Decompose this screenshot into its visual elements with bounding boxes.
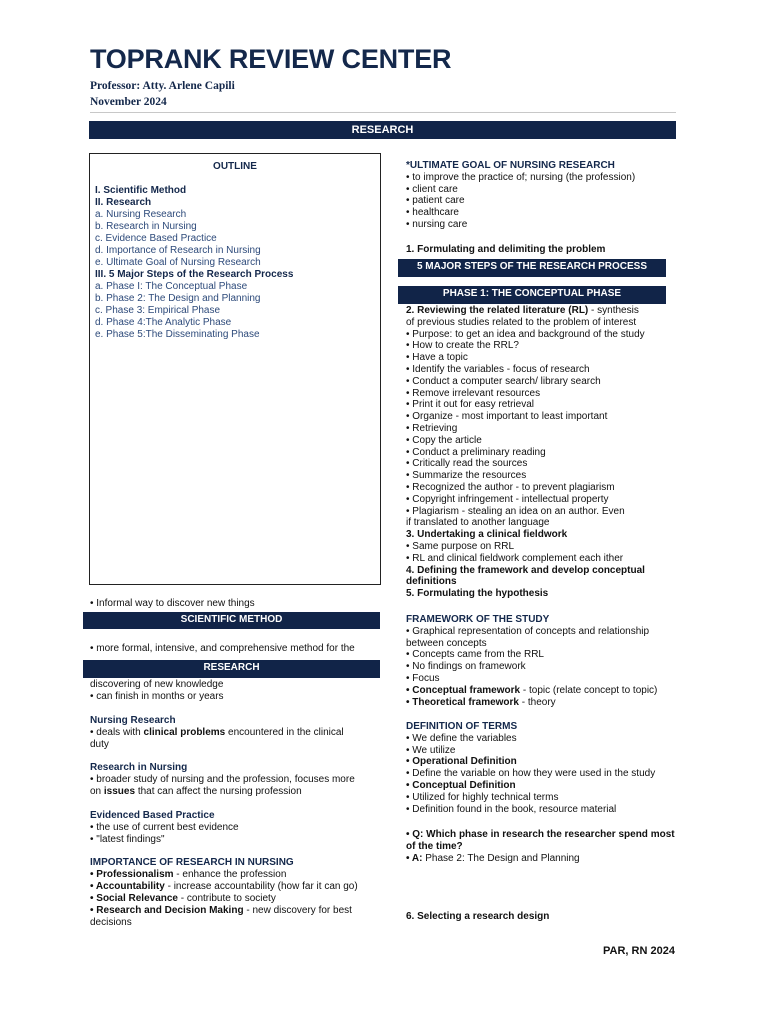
text: • the use of current best evidence bbox=[90, 822, 239, 833]
answer-label: • A: bbox=[406, 852, 423, 864]
text: - theory bbox=[518, 696, 556, 708]
emphasis: clinical problems bbox=[143, 727, 226, 738]
outline-item: c. Evidence Based Practice bbox=[95, 233, 217, 244]
outline-item: b. Research in Nursing bbox=[95, 221, 197, 232]
emphasis: • Theoretical framework bbox=[406, 696, 519, 708]
framework-section bbox=[406, 614, 682, 708]
research-description bbox=[90, 679, 370, 703]
text: - new discovery for best bbox=[243, 905, 352, 916]
outline-title: OUTLINE bbox=[213, 161, 257, 172]
text: duty bbox=[90, 739, 109, 750]
importance-heading: IMPORTANCE OF RESEARCH IN NURSING bbox=[90, 857, 294, 868]
answer: Phase 2: The Design and Planning bbox=[422, 852, 580, 864]
outline-item: b. Phase 2: The Design and Planning bbox=[95, 293, 261, 304]
professor-name: Professor: Atty. Arlene Capili bbox=[90, 80, 235, 92]
list-item: • Plagiarism - stealing an idea on an author. Even bbox=[406, 505, 625, 517]
emphasis: • Research and Decision Making bbox=[90, 905, 244, 916]
outline-item: e. Ultimate Goal of Nursing Research bbox=[95, 257, 261, 268]
text: • Concepts came from the RRL bbox=[406, 649, 544, 661]
outline-box bbox=[89, 153, 381, 585]
informal-line: • Informal way to discover new things bbox=[90, 598, 255, 609]
step-5-heading: 5. Formulating the hypothesis bbox=[406, 588, 549, 600]
text: • patient care bbox=[406, 195, 465, 207]
outline-item: III. 5 Major Steps of the Research Process bbox=[95, 269, 294, 280]
formal-line: • more formal, intensive, and comprehensive method for the bbox=[90, 643, 355, 654]
emphasis: issues bbox=[103, 786, 136, 797]
list-item: of previous studies related to the problem of interest bbox=[406, 316, 637, 328]
list-item: • Have a topic bbox=[406, 352, 468, 364]
text: - enhance the profession bbox=[173, 869, 287, 880]
step-4-heading: 4. Defining the framework and develop conceptual bbox=[406, 564, 645, 576]
framework-heading: FRAMEWORK OF THE STUDY bbox=[406, 614, 550, 625]
text: • "latest findings" bbox=[90, 834, 165, 845]
nursing-research-section bbox=[90, 715, 370, 751]
text: • Same purpose on RRL bbox=[406, 540, 515, 552]
ebp-heading: Evidenced Based Practice bbox=[90, 810, 215, 821]
outline-item: a. Phase I: The Conceptual Phase bbox=[95, 281, 248, 292]
text: • client care bbox=[406, 183, 458, 195]
text: • No findings on framework bbox=[406, 661, 526, 673]
list-item: • Purpose: to get an idea and background of the study bbox=[406, 328, 645, 340]
text: on bbox=[90, 786, 104, 797]
text: - topic (relate concept to topic) bbox=[520, 684, 658, 696]
list-item: if translated to another language bbox=[406, 517, 550, 529]
importance-section bbox=[90, 857, 370, 929]
outline-item: e. Phase 5:The Disseminating Phase bbox=[95, 329, 260, 340]
step-3-heading: 3. Undertaking a clinical fieldwork bbox=[406, 529, 568, 541]
text: - increase accountability (how far it can go) bbox=[164, 881, 358, 892]
text: • We define the variables bbox=[406, 732, 517, 744]
list-item: • Remove irrelevant resources bbox=[406, 387, 541, 399]
list-item: • How to create the RRL? bbox=[406, 340, 519, 352]
list-item: • Organize - most important to least important bbox=[406, 411, 608, 423]
footer: PAR, RN 2024 bbox=[603, 945, 675, 957]
step-6: 6. Selecting a research design bbox=[406, 911, 550, 922]
text: • Graphical representation of concepts and relationship bbox=[406, 625, 650, 637]
emphasis: • Social Relevance bbox=[90, 893, 178, 904]
list-item: • Conduct a preliminary reading bbox=[406, 446, 546, 458]
text: • deals with bbox=[90, 727, 144, 738]
phase-1-banner: PHASE 1: THE CONCEPTUAL PHASE bbox=[398, 286, 666, 304]
text: • Utilized for highly technical terms bbox=[406, 791, 559, 803]
question: • Q: Which phase in research the researcher spend most bbox=[406, 829, 675, 840]
scientific-method-banner: SCIENTIFIC METHOD bbox=[83, 612, 380, 629]
step-2-section bbox=[406, 305, 682, 600]
definition-heading: DEFINITION OF TERMS bbox=[406, 721, 518, 732]
list-item: • Critically read the sources bbox=[406, 458, 528, 470]
text: that can affect the nursing profession bbox=[135, 786, 302, 797]
text: • Define the variable on how they were used in the study bbox=[406, 768, 656, 780]
text: • RL and clinical fieldwork complement each ither bbox=[406, 552, 624, 564]
list-item: • Conduct a computer search/ library search bbox=[406, 375, 601, 387]
research-in-nursing-heading: Research in Nursing bbox=[90, 762, 188, 773]
definition-section bbox=[406, 721, 682, 815]
text: • healthcare bbox=[406, 207, 459, 219]
step-2-list bbox=[406, 317, 682, 529]
emphasis: • Conceptual framework bbox=[406, 684, 521, 696]
step-4-heading-cont: definitions bbox=[406, 576, 457, 588]
date: November 2024 bbox=[90, 96, 167, 108]
step-2-heading: 2. Reviewing the related literature (RL) bbox=[406, 305, 589, 316]
ebp-section bbox=[90, 810, 370, 846]
emphasis: • Accountability bbox=[90, 881, 165, 892]
operational-definition: • Operational Definition bbox=[406, 756, 517, 768]
text: • to improve the practice of; nursing (the profession) bbox=[406, 171, 636, 183]
outline-item: d. Importance of Research in Nursing bbox=[95, 245, 261, 256]
text: encountered in the clinical bbox=[225, 727, 344, 738]
text: decisions bbox=[90, 917, 132, 928]
list-item: • Retrieving bbox=[406, 422, 458, 434]
outline-item: a. Nursing Research bbox=[95, 209, 187, 220]
ultimate-goal-section bbox=[406, 160, 682, 231]
outline-item: I. Scientific Method bbox=[95, 185, 187, 196]
text: - synthesis bbox=[588, 305, 639, 316]
major-steps-banner: 5 MAJOR STEPS OF THE RESEARCH PROCESS bbox=[398, 259, 666, 277]
text: - contribute to society bbox=[178, 893, 276, 904]
research-line: discovering of new knowledge bbox=[90, 679, 224, 690]
text: • Focus bbox=[406, 672, 440, 684]
text: • nursing care bbox=[406, 218, 468, 230]
outline-item: II. Research bbox=[95, 197, 152, 208]
list-item: • Copy the article bbox=[406, 434, 482, 446]
text: • broader study of nursing and the profession, focuses more bbox=[90, 774, 355, 785]
outline-item: d. Phase 4:The Analytic Phase bbox=[95, 317, 232, 328]
list-item: • Summarize the resources bbox=[406, 470, 527, 482]
conceptual-definition: • Conceptual Definition bbox=[406, 779, 516, 791]
text: • We utilize bbox=[406, 744, 456, 756]
outline-list bbox=[90, 185, 380, 341]
research-in-nursing-section bbox=[90, 762, 370, 798]
research-section-banner: RESEARCH bbox=[89, 121, 676, 139]
research-line: • can finish in months or years bbox=[90, 691, 224, 702]
emphasis: • Professionalism bbox=[90, 869, 174, 880]
list-item: • Print it out for easy retrieval bbox=[406, 399, 534, 411]
qa-section bbox=[406, 829, 682, 864]
ultimate-goal-heading: *ULTIMATE GOAL OF NURSING RESEARCH bbox=[406, 160, 615, 171]
page-title: TOPRANK REVIEW CENTER bbox=[90, 44, 452, 74]
step-1: 1. Formulating and delimiting the problem bbox=[406, 244, 606, 255]
text: • Definition found in the book, resource material bbox=[406, 803, 617, 815]
list-item: • Copyright infringement - intellectual property bbox=[406, 493, 609, 505]
header-divider bbox=[90, 112, 676, 113]
question-cont: of the time? bbox=[406, 840, 463, 852]
research-banner: RESEARCH bbox=[83, 660, 380, 678]
list-item: • Recognized the author - to prevent plagiarism bbox=[406, 481, 615, 493]
nursing-research-heading: Nursing Research bbox=[90, 715, 176, 726]
text: between concepts bbox=[406, 637, 487, 649]
list-item: • Identify the variables - focus of research bbox=[406, 363, 590, 375]
outline-item: c. Phase 3: Empirical Phase bbox=[95, 305, 221, 316]
